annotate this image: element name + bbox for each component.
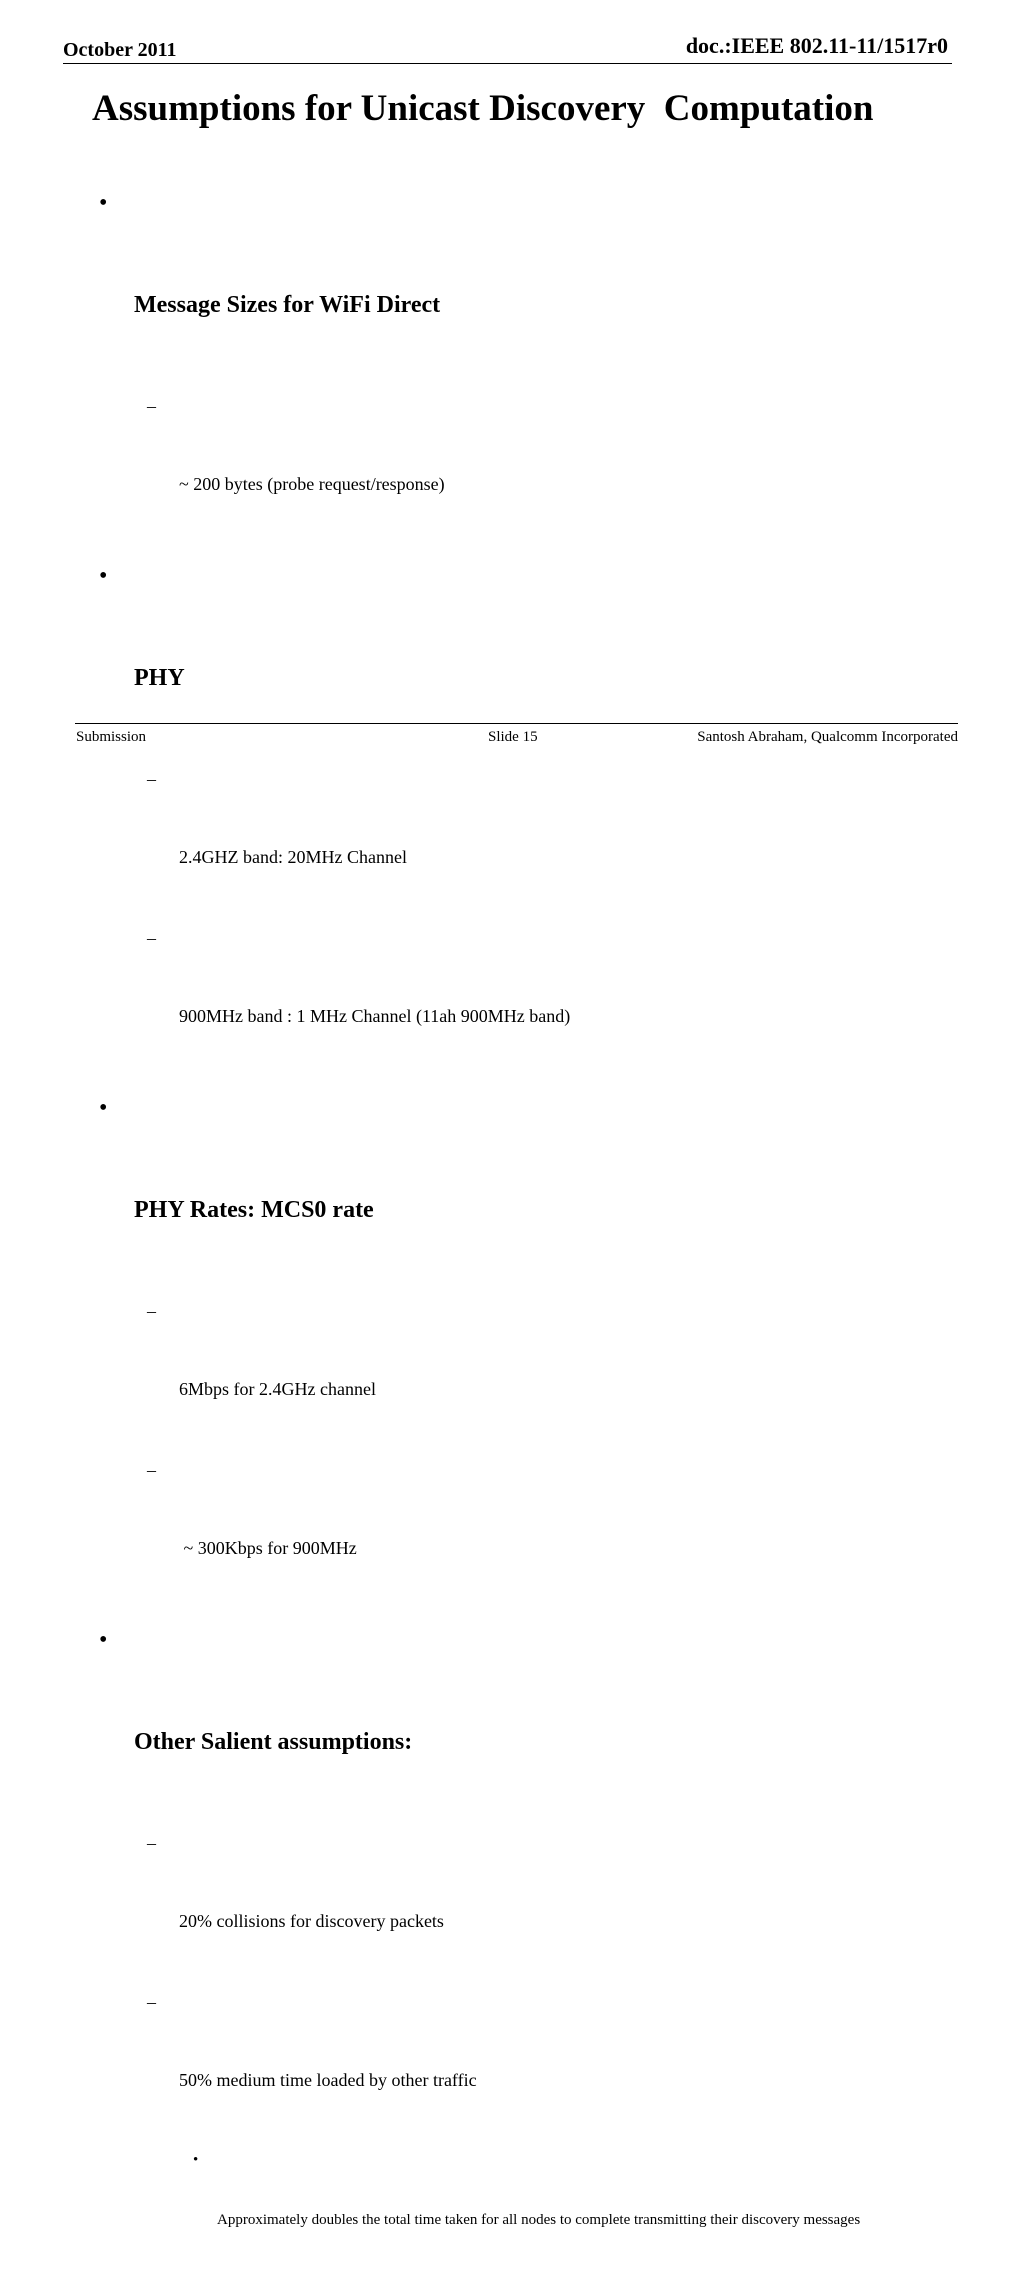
sub-sub-bullet-doubles-time <box>0 2150 1024 2270</box>
sub-bullet-marker: – <box>147 928 156 948</box>
sub-bullet-marker: – <box>147 1460 156 1480</box>
sub-bullet-text: 50% medium time loaded by other traffic <box>179 2070 477 2090</box>
footer-submission: Submission <box>76 729 147 745</box>
bullet-marker: • <box>99 1095 108 1121</box>
bullet-text: Message Sizes for WiFi Direct <box>134 292 441 318</box>
header-date: October 2011 <box>63 39 177 61</box>
bullet-marker: • <box>99 1627 108 1653</box>
footer-author: Santosh Abraham, Qualcomm Incorporated <box>697 729 958 745</box>
sub-bullet-text: 6Mbps for 2.4GHz channel <box>179 1379 376 1399</box>
bullet-text: PHY <box>134 665 185 691</box>
footer-divider <box>75 723 958 724</box>
sub-bullet-marker: – <box>147 769 156 789</box>
header-document-id: doc.:IEEE 802.11-11/1517r0 <box>685 33 948 58</box>
sub-sub-bullet-marker: • <box>193 2152 199 2168</box>
sub-bullet-900mhz-band <box>0 925 1024 1081</box>
footer-slide-number: Slide 15 <box>488 729 538 745</box>
sub-bullet-text: 2.4GHZ band: 20MHz Channel <box>179 847 407 867</box>
sub-bullet-probe-size <box>0 393 1024 549</box>
bullet-phy-rates <box>0 1091 1024 1295</box>
sub-bullet-24ghz-band <box>0 766 1024 922</box>
bullet-other-assumptions <box>0 1623 1024 1827</box>
slide-title: Assumptions for Unicast Discovery Computation <box>92 88 874 129</box>
sub-bullet-marker: – <box>147 1992 156 2012</box>
sub-bullet-marker: – <box>147 396 156 416</box>
header-divider <box>63 63 952 64</box>
sub-bullet-6mbps <box>0 1298 1024 1454</box>
sub-bullet-300kbps <box>0 1457 1024 1613</box>
slide-body <box>0 183 1024 2270</box>
bullet-text: Other Salient assumptions: <box>134 1729 413 1755</box>
sub-sub-bullet-text: Approximately doubles the total time taken for all nodes to complete transmitting their discovery messages <box>217 2212 861 2228</box>
sub-bullet-text: ~ 200 bytes (probe request/response) <box>179 474 445 494</box>
sub-bullet-medium-time <box>0 1989 1024 2145</box>
sub-bullet-marker: – <box>147 1833 156 1853</box>
bullet-text: PHY Rates: MCS0 rate <box>134 1197 374 1223</box>
bullet-message-sizes <box>0 186 1024 390</box>
sub-bullet-collisions <box>0 1830 1024 1986</box>
bullet-marker: • <box>99 563 108 589</box>
bullet-marker: • <box>99 190 108 216</box>
sub-bullet-marker: – <box>147 1301 156 1321</box>
sub-bullet-text: 900MHz band : 1 MHz Channel (11ah 900MHz band) <box>179 1006 571 1026</box>
sub-bullet-text: ~ 300Kbps for 900MHz <box>179 1538 357 1558</box>
sub-bullet-text: 20% collisions for discovery packets <box>179 1911 444 1931</box>
